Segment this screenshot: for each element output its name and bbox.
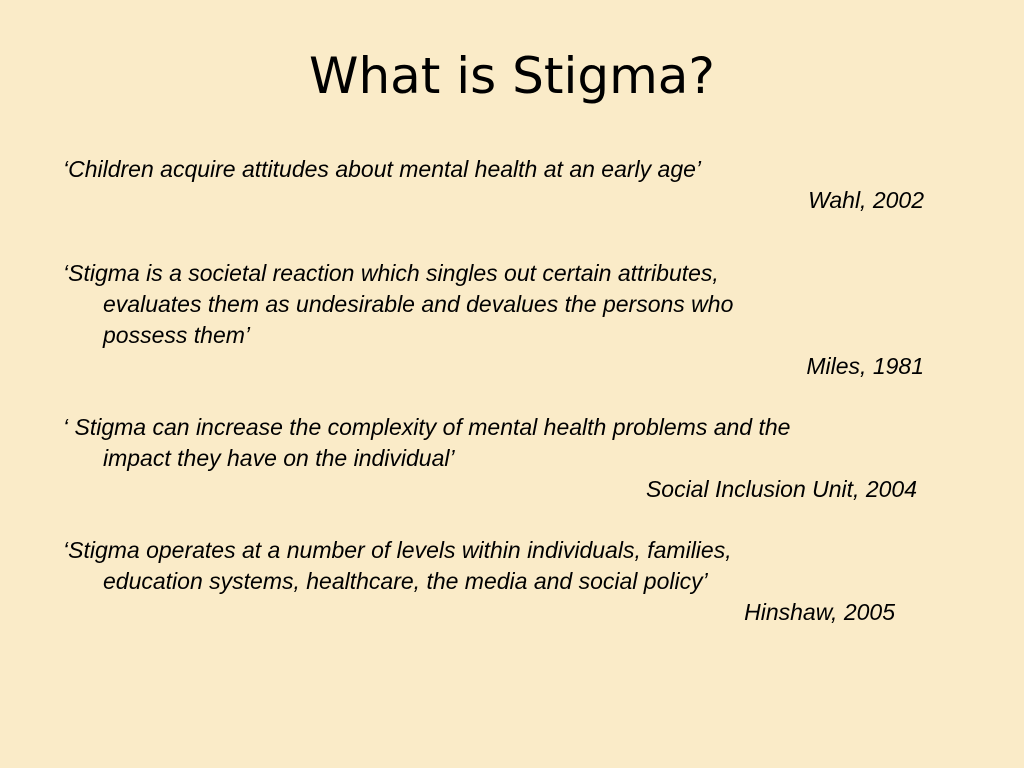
slide-title: What is Stigma?: [309, 47, 715, 105]
quote-citation: Wahl, 2002: [808, 187, 924, 213]
quote-citation: Social Inclusion Unit, 2004: [645, 476, 917, 502]
quote-text: ‘Stigma operates at a number of levels within individuals, families, education systems, healthcare, the media and social policy’: [63, 537, 732, 594]
quote-citation: Miles, 1981: [806, 353, 924, 379]
quote-text: ‘ Stigma can increase the complexity of mental health problems and the impact they have on the individual’: [63, 414, 791, 471]
quote-text: ‘Children acquire attitudes about mental health at an early age’: [63, 156, 702, 182]
quote-text: ‘Stigma is a societal reaction which singles out certain attributes, evaluates them as undesirable and devalues the persons who possess them’: [63, 260, 734, 348]
quote-citation: Hinshaw, 2005: [744, 599, 895, 625]
